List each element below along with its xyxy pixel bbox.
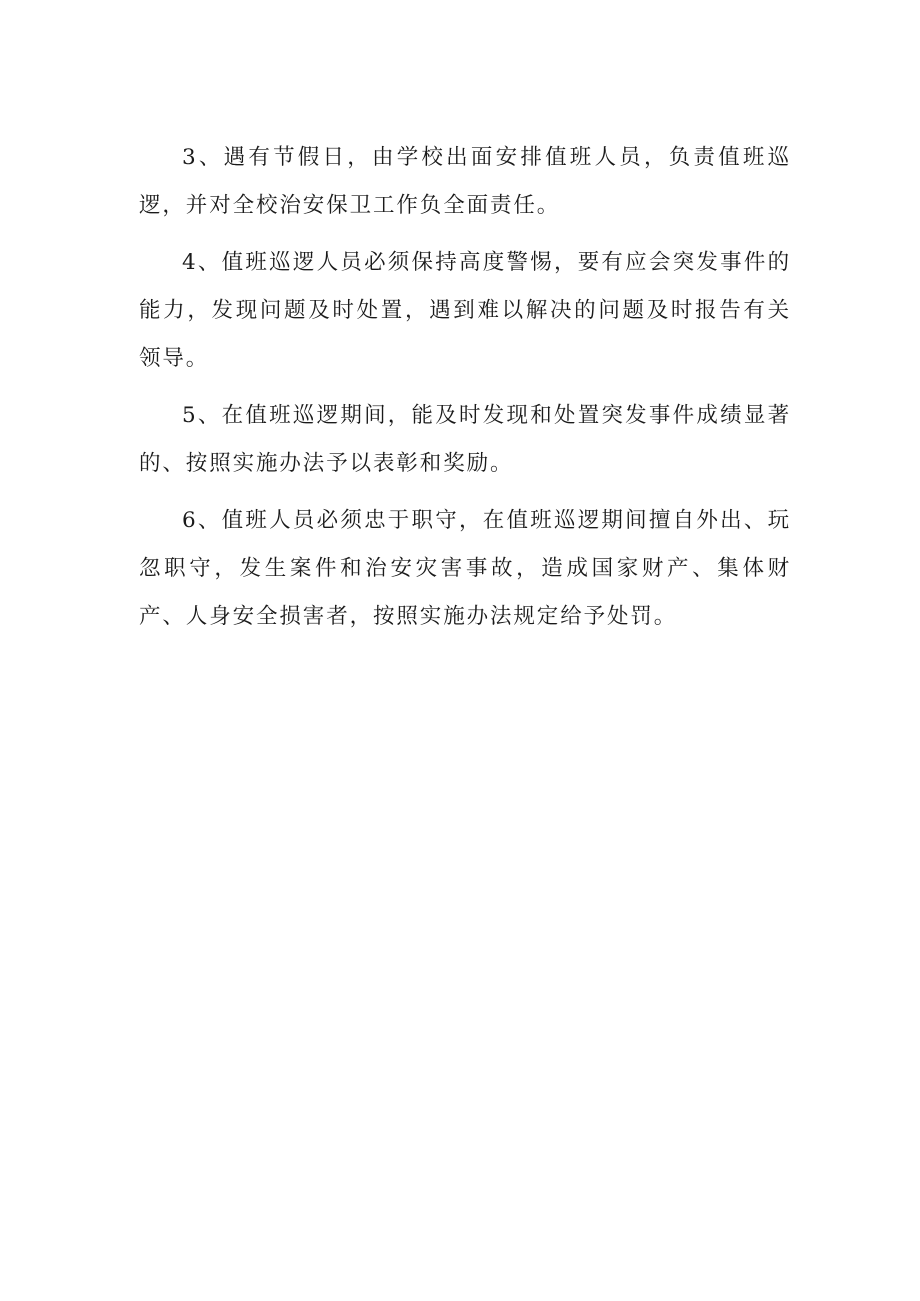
paragraph-6: 6、值班人员必须忠于职守，在值班巡逻期间擅自外出、玩忽职守，发生案件和治安灾害事故，造成国家财产、集体财产、人身安全损害者，按照实施办法规定给予处罚。 [139,508,791,629]
document-body [139,134,791,650]
paragraph-4: 4、值班巡逻人员必须保持高度警惕，要有应会突发事件的能力，发现问题及时处置，遇到难以解决的问题及时报告有关领导。 [139,250,791,371]
paragraph-5: 5、在值班巡逻期间，能及时发现和处置突发事件成绩显著的、按照实施办法予以表彰和奖励。 [139,403,791,476]
paragraph-3: 3、遇有节假日，由学校出面安排值班人员，负责值班巡逻，并对全校治安保卫工作负全面责任。 [139,145,791,218]
